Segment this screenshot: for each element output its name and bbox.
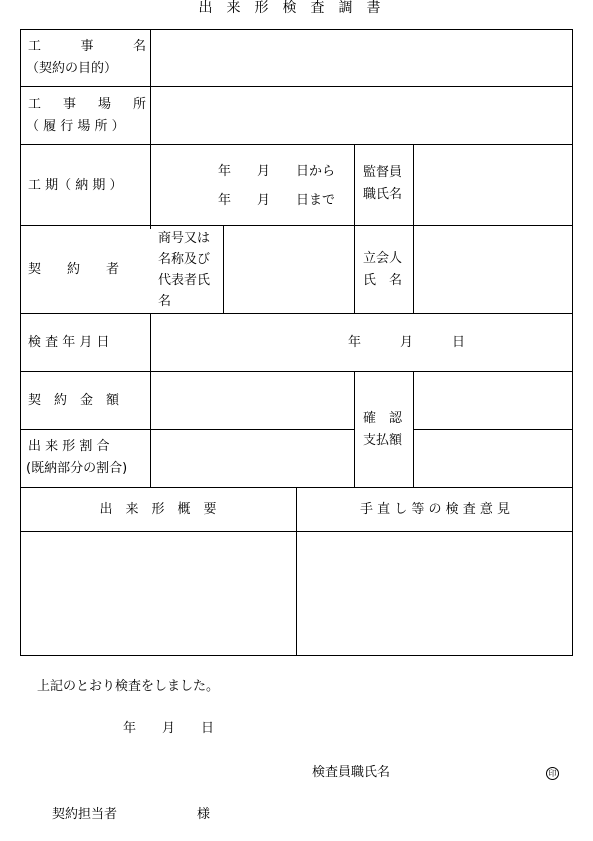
trade-name-label-3: 代表者氏 [158, 273, 211, 288]
witness-sublabel: 氏 名 [363, 273, 403, 288]
project-name-field[interactable] [155, 33, 567, 81]
inspection-date-label: 検 査 年 月 日 [28, 335, 110, 350]
row-divider [413, 429, 573, 430]
contractor-field[interactable] [228, 230, 348, 308]
column-divider [354, 144, 355, 313]
row-divider [20, 225, 573, 226]
trade-name-label-2: 名称及び [158, 252, 211, 267]
document-title: 出来形検査調書 [198, 0, 395, 16]
addressee-label: 契約担当者 [52, 807, 118, 822]
row-divider [20, 313, 573, 314]
witness-label: 立会人 [363, 251, 403, 266]
opinion-field[interactable] [302, 536, 568, 651]
column-divider [413, 371, 414, 487]
project-site-label: 工 事 場 所 [28, 97, 146, 112]
summary-field[interactable] [25, 536, 291, 651]
row-divider [20, 144, 573, 145]
period-to: 年 月 日まで [218, 193, 336, 208]
period-from: 年 月 日から [218, 164, 336, 179]
summary-header: 出 来 形 概 要 [99, 502, 217, 517]
project-site-field[interactable] [155, 91, 567, 139]
supervisor-label: 監督員 [363, 165, 403, 180]
column-divider [413, 144, 414, 313]
contract-amount-label: 契 約 金 額 [28, 393, 120, 408]
honorific: 様 [197, 807, 211, 822]
inspection-statement: 上記のとおり検査をしました。 [37, 679, 220, 694]
confirmed-payment-field-2[interactable] [418, 434, 568, 482]
trade-name-label-1: 商号又は [158, 231, 211, 246]
progress-ratio-field[interactable] [155, 434, 349, 482]
supervisor-sublabel: 職氏名 [363, 187, 403, 202]
confirmed-payment-sublabel: 支払額 [363, 433, 403, 448]
column-divider [223, 225, 224, 313]
contract-amount-field[interactable] [155, 376, 349, 424]
column-divider [150, 313, 151, 487]
progress-ratio-label: 出 来 形 割 合 [28, 439, 110, 454]
inspector-label: 検査員職氏名 [312, 765, 391, 780]
column-divider [354, 371, 355, 487]
confirmed-payment-field-1[interactable] [418, 376, 568, 424]
project-site-sublabel: （ 履 行 場 所 ） [26, 119, 125, 134]
contractor-label: 契 約 者 [28, 262, 120, 277]
confirmed-payment-label: 確 認 [363, 411, 403, 426]
row-divider [20, 371, 573, 372]
trade-name-label-4: 名 [158, 294, 172, 309]
inspection-date-value: 年 月 日 [348, 335, 466, 350]
project-name-label: 工 事 名 [28, 39, 146, 54]
project-name-sublabel: （契約の目的） [26, 61, 118, 76]
opinion-header: 手 直 し 等 の 検 査 意 見 [359, 502, 511, 517]
row-divider [20, 86, 573, 87]
period-label: 工 期（ 納 期 ） [28, 178, 123, 193]
witness-name-field[interactable] [418, 230, 568, 308]
progress-ratio-sublabel: (既納部分の割合) [26, 461, 128, 476]
column-divider [150, 29, 151, 229]
seal-icon: 印 [546, 767, 559, 780]
supervisor-name-field[interactable] [418, 149, 568, 221]
row-divider [20, 429, 355, 430]
footer-date: 年 月 日 [123, 721, 215, 736]
